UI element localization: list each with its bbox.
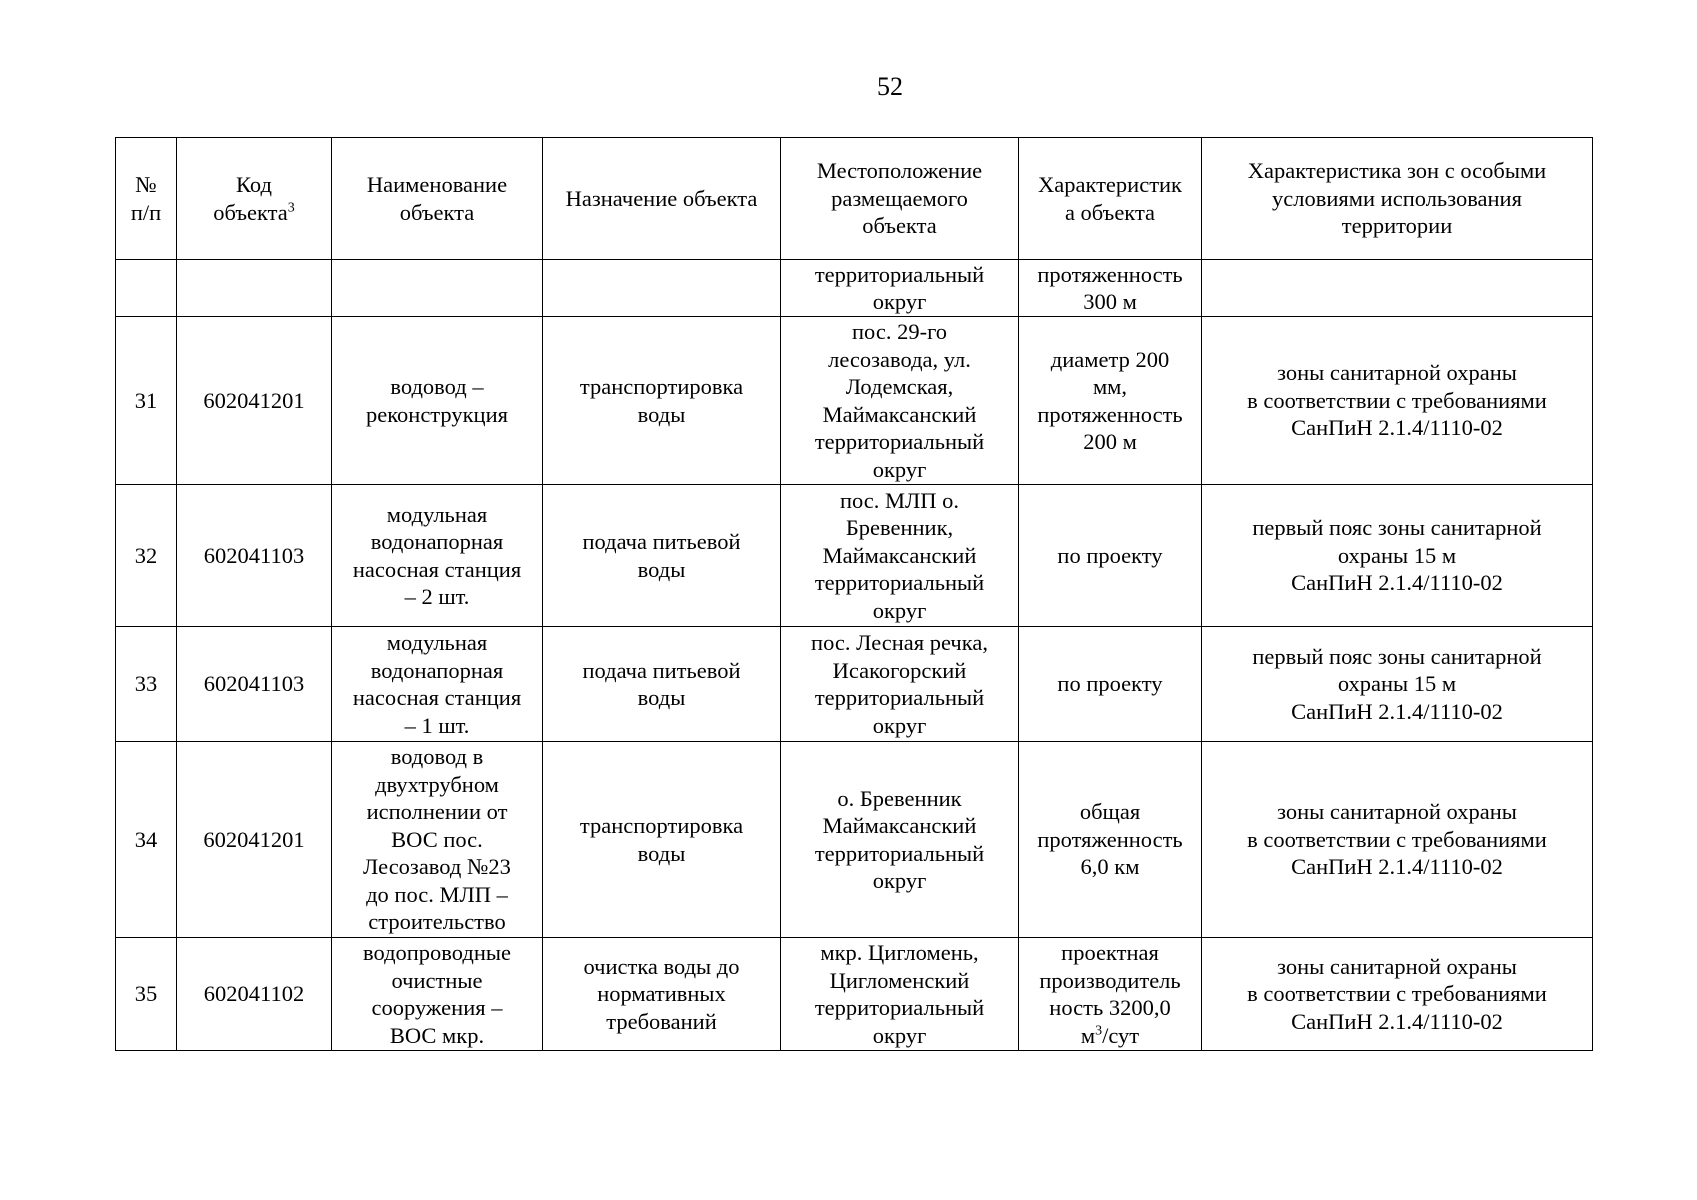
cell-zones: зоны санитарной охраны в соответствии с требованиями СанПиН 2.1.4/1110-02 [1202,742,1593,938]
header-code: Код объекта$^3$ [177,138,332,260]
cell-code: 602041201 [177,317,332,485]
table-row [116,742,1593,938]
cell-purpose [543,260,781,317]
cell-num: 35 [116,938,177,1051]
cell-name [332,260,543,317]
cell-location: пос. Лесная речка, Исакогорский территориальный округ [781,627,1019,742]
cell-name: модульная водонапорная насосная станция – 1 шт. [332,627,543,742]
cell-purpose: подача питьевой воды [543,627,781,742]
cell-purpose: транспортировка воды [543,317,781,485]
cell-characteristic: по проекту [1019,627,1202,742]
table-row [116,485,1593,627]
cell-characteristic: проектная производитель ность 3200,0 $м^3$/сут [1019,938,1202,1051]
header-zones: Характеристика зон с особыми условиями использования территории [1202,138,1593,260]
cell-code: 602041103 [177,485,332,627]
table-row [116,317,1593,485]
cell-num: 33 [116,627,177,742]
cell-code: 602041103 [177,627,332,742]
header-num: № п/п [116,138,177,260]
cell-code: 602041102 [177,938,332,1051]
objects-table [115,137,1593,1051]
cell-location: территориальный округ [781,260,1019,317]
cell-name: водовод – реконструкция [332,317,543,485]
cell-characteristic: по проекту [1019,485,1202,627]
cell-purpose: очистка воды до нормативных требований [543,938,781,1051]
cell-characteristic: общая протяженность 6,0 км [1019,742,1202,938]
cell-name: водопроводные очистные сооружения – ВОС мкр. [332,938,543,1051]
header-characteristic: Характеристик а объекта [1019,138,1202,260]
cell-num: 31 [116,317,177,485]
cell-code: 602041201 [177,742,332,938]
cell-purpose: транспортировка воды [543,742,781,938]
header-name: Наименование объекта [332,138,543,260]
cell-zones: первый пояс зоны санитарной охраны 15 м СанПиН 2.1.4/1110-02 [1202,627,1593,742]
cell-characteristic: диаметр 200 мм, протяженность 200 м [1019,317,1202,485]
cell-location: мкр. Цигломень, Цигломенский территориальный округ [781,938,1019,1051]
cell-zones: зоны санитарной охраны в соответствии с требованиями СанПиН 2.1.4/1110-02 [1202,317,1593,485]
cell-location: пос. МЛП о. Бревенник, Маймаксанский территориальный округ [781,485,1019,627]
cell-name: модульная водонапорная насосная станция – 2 шт. [332,485,543,627]
cell-code [177,260,332,317]
cell-num: 34 [116,742,177,938]
cell-num [116,260,177,317]
table-header-row [116,138,1593,260]
table-row-continuation [116,260,1593,317]
table-row [116,938,1593,1051]
cell-location: о. Бревенник Маймаксанский территориальный округ [781,742,1019,938]
table-row [116,627,1593,742]
cell-name: водовод в двухтрубном исполнении от ВОС пос. Лесозавод №23 до пос. МЛП – строительство [332,742,543,938]
cell-zones: первый пояс зоны санитарной охраны 15 м СанПиН 2.1.4/1110-02 [1202,485,1593,627]
cell-num: 32 [116,485,177,627]
page-number: 52 [877,72,903,101]
cell-characteristic: протяженность 300 м [1019,260,1202,317]
cell-location: пос. 29-го лесозавода, ул. Лодемская, Маймаксанский территориальный округ [781,317,1019,485]
cell-purpose: подача питьевой воды [543,485,781,627]
cell-zones: зоны санитарной охраны в соответствии с требованиями СанПиН 2.1.4/1110-02 [1202,938,1593,1051]
header-location: Местоположение размещаемого объекта [781,138,1019,260]
cell-zones [1202,260,1593,317]
header-purpose: Назначение объекта [543,138,781,260]
